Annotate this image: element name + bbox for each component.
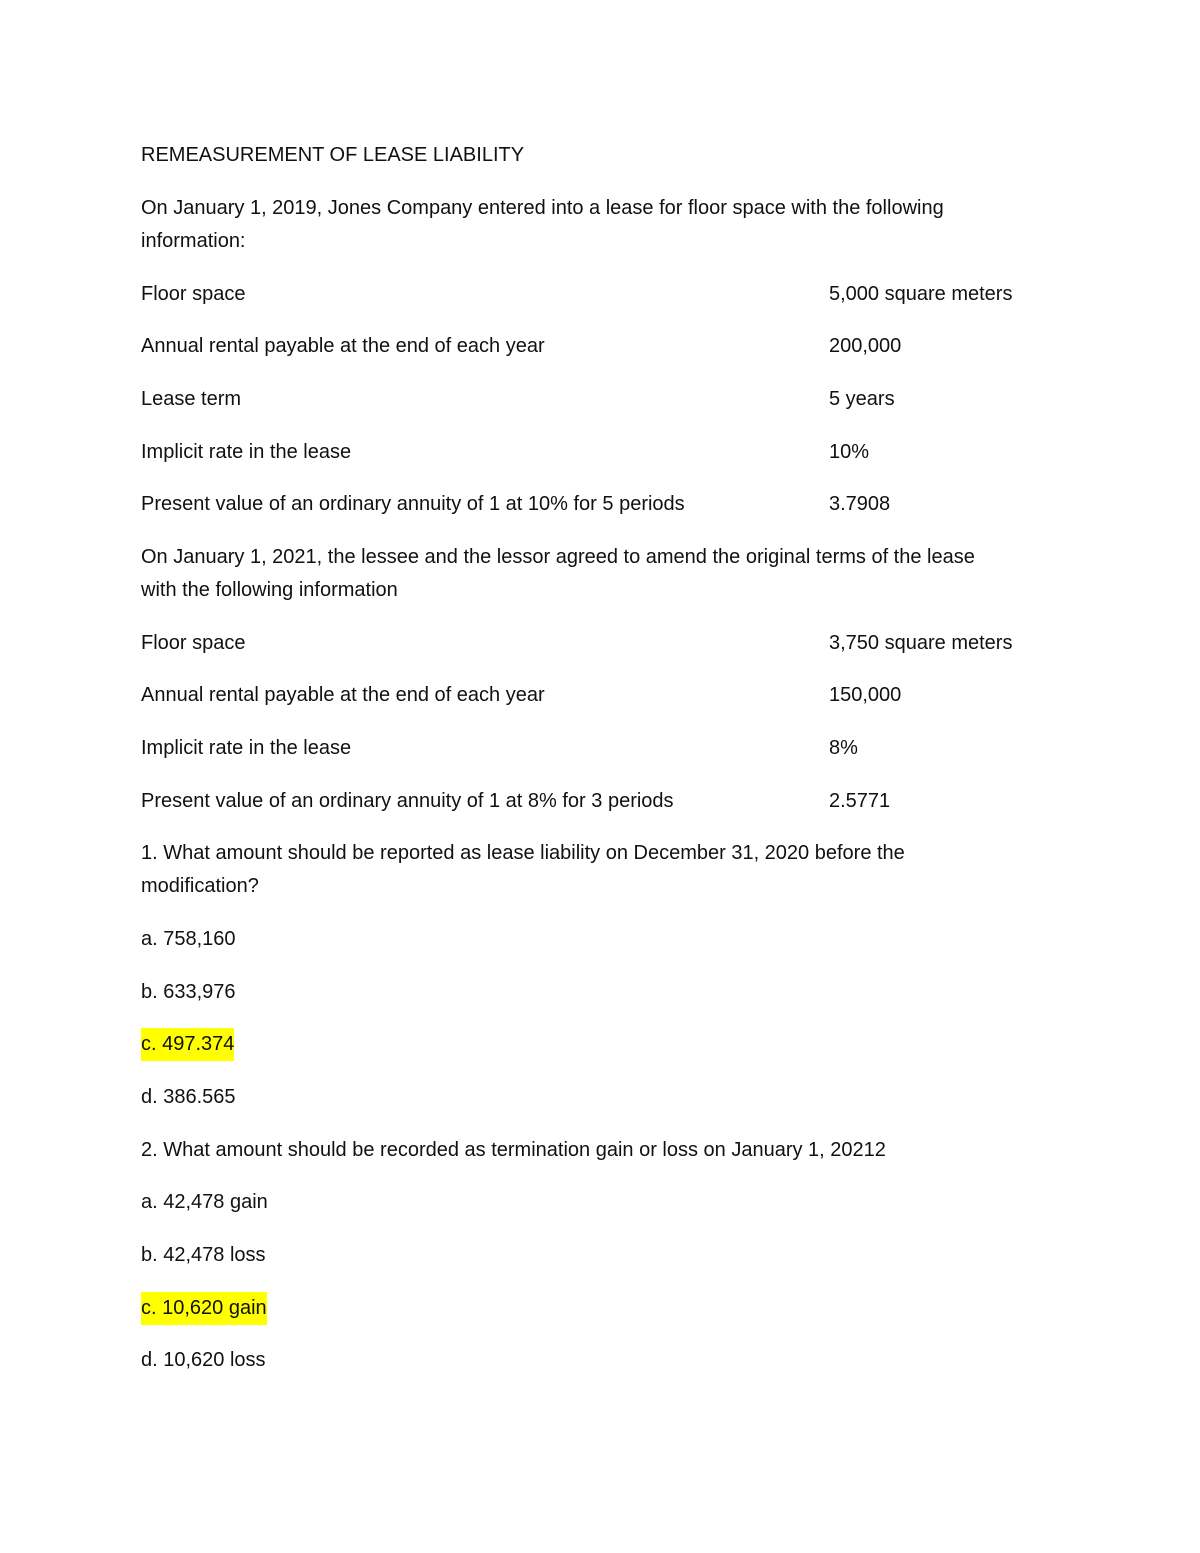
original-term-label: Present value of an ordinary annuity of 1 at 10% for 5 periods	[141, 493, 685, 515]
original-term-label: Lease term	[141, 388, 242, 410]
original-term-value: 5,000 square meters	[829, 283, 1013, 305]
intro-line-2: information:	[141, 230, 246, 252]
document-title: REMEASUREMENT OF LEASE LIABILITY	[141, 144, 525, 166]
amended-term-label: Present value of an ordinary annuity of 1 at 8% for 3 periods	[141, 790, 674, 812]
question-1-option-b: b. 633,976	[141, 981, 236, 1003]
original-term-value: 10%	[829, 441, 870, 463]
question-1-text-line-1: 1. What amount should be reported as lease liability on December 31, 2020 before the	[141, 842, 905, 864]
intro-line-1: On January 1, 2019, Jones Company entered into a lease for floor space with the following	[141, 197, 944, 219]
amendment-line-1: On January 1, 2021, the lessee and the lessor agreed to amend the original terms of the lease	[141, 546, 975, 568]
question-2-text: 2. What amount should be recorded as termination gain or loss on January 1, 20212	[141, 1139, 886, 1161]
question-1-text-line-2: modification?	[141, 875, 259, 897]
question-2-option-b: b. 42,478 loss	[141, 1244, 266, 1266]
question-1-option-d: d. 386.565	[141, 1086, 236, 1108]
amended-term-label: Floor space	[141, 632, 246, 654]
original-term-value: 200,000	[829, 335, 902, 357]
amended-term-value: 2.5771	[829, 790, 891, 812]
amendment-line-2: with the following information	[141, 579, 398, 601]
amended-term-value: 150,000	[829, 684, 902, 706]
original-term-label: Implicit rate in the lease	[141, 441, 352, 463]
question-2-option-c-highlighted: c. 10,620 gain	[141, 1292, 267, 1325]
original-term-value: 5 years	[829, 388, 895, 410]
original-term-label: Annual rental payable at the end of each year	[141, 335, 545, 357]
amended-term-label: Annual rental payable at the end of each year	[141, 684, 545, 706]
original-term-value: 3.7908	[829, 493, 891, 515]
question-1-option-a: a. 758,160	[141, 928, 236, 950]
question-2-option-a: a. 42,478 gain	[141, 1191, 268, 1213]
amended-term-label: Implicit rate in the lease	[141, 737, 352, 759]
question-2-option-d: d. 10,620 loss	[141, 1349, 266, 1371]
amended-term-value: 8%	[829, 737, 858, 759]
question-1-option-c-highlighted: c. 497.374	[141, 1028, 234, 1061]
original-term-label: Floor space	[141, 283, 246, 305]
amended-term-value: 3,750 square meters	[829, 632, 1013, 654]
